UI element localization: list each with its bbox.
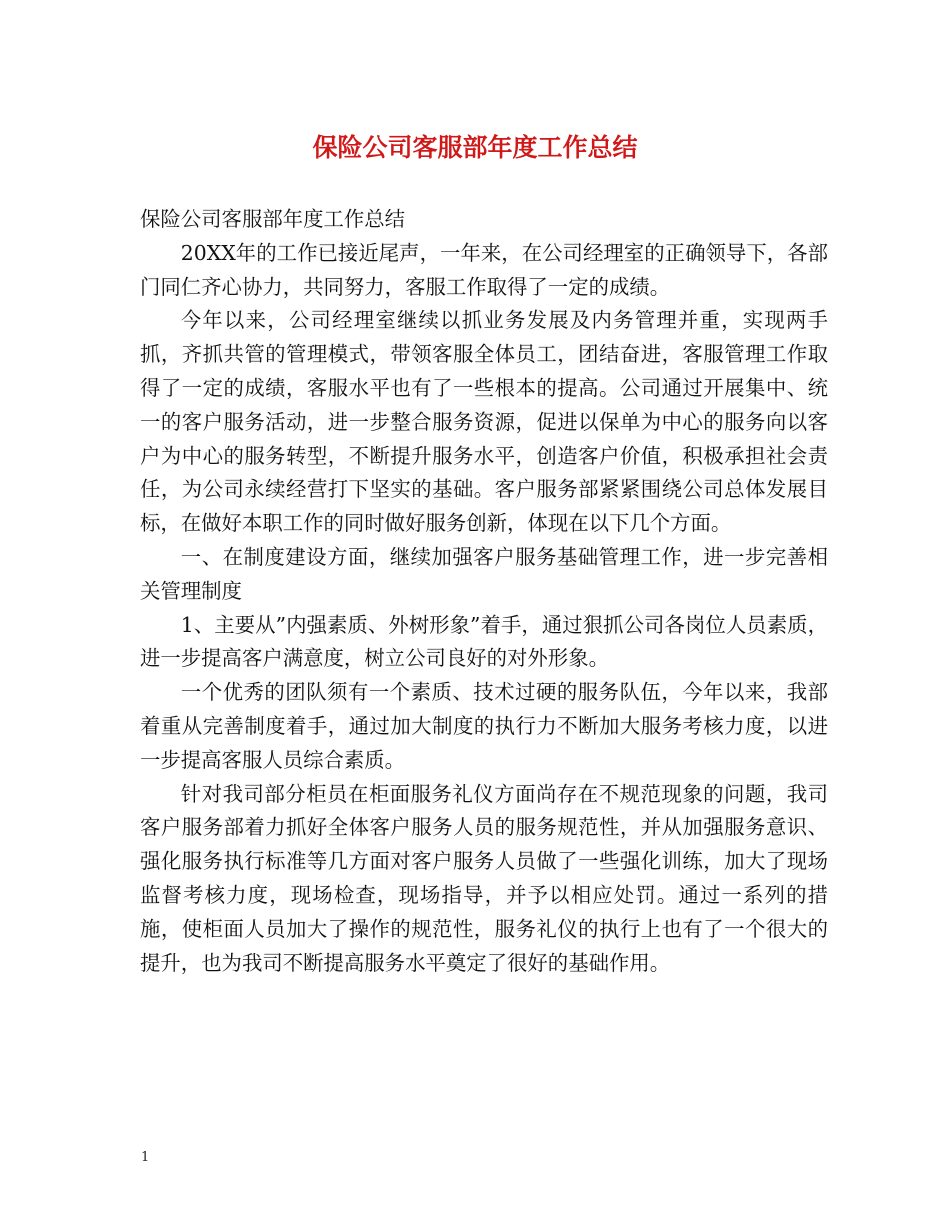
page-number: 1: [141, 1150, 150, 1165]
body-paragraph: 1、主要从”内强素质、外树形象”着手，通过狠抓公司各岗位人员素质，进一步提高客户满意度，树立公司良好的对外形象。: [140, 612, 828, 671]
body-paragraph: 一个优秀的团队须有一个素质、技术过硬的服务队伍，今年以来，我部着重从完善制度着手，通过加大制度的执行力不断加大服务考核力度，以进一步提高客服人员综合素质。: [140, 680, 828, 772]
document-body: [140, 203, 828, 980]
body-paragraph-heading: 保险公司客服部年度工作总结: [140, 207, 406, 231]
body-paragraph: 针对我司部分柜员在柜面服务礼仪方面尚存在不规范现象的问题，我司客户服务部着力抓好全体客户服务人员的服务规范性，并从加强服务意识、强化服务执行标准等几方面对客户服务人员做了一些强化训练，加大了现场监督考核力度，现场检查，现场指导，并予以相应处罚。通过一系列的措施，使柜面人员加大了操作的规范性，服务礼仪的执行上也有了一个很大的提升，也为我司不断提高服务水平奠定了很好的基础作用。: [140, 781, 828, 975]
body-paragraph: 今年以来，公司经理室继续以抓业务发展及内务管理并重，实现两手抓，齐抓共管的管理模式，带领客服全体员工，团结奋进，客服管理工作取得了一定的成绩，客服水平也有了一些根本的提高。公司通过开展集中、统一的客户服务活动，进一步整合服务资源，促进以保单为中心的服务向以客户为中心的服务转型，不断提升服务水平，创造客户价值，积极承担社会责任，为公司永续经营打下坚实的基础。客户服务部紧紧围绕公司总体发展目标，在做好本职工作的同时做好服务创新，体现在以下几个方面。: [140, 308, 828, 536]
section-heading: 一、在制度建设方面，继续加强客户服务基础管理工作，进一步完善相关管理制度: [140, 544, 828, 603]
body-paragraph: 20XX年的工作已接近尾声，一年来，在公司经理室的正确领导下，各部门同仁齐心协力，共同努力，客服工作取得了一定的成绩。: [140, 240, 828, 299]
document-title: 保险公司客服部年度工作总结: [312, 133, 638, 162]
